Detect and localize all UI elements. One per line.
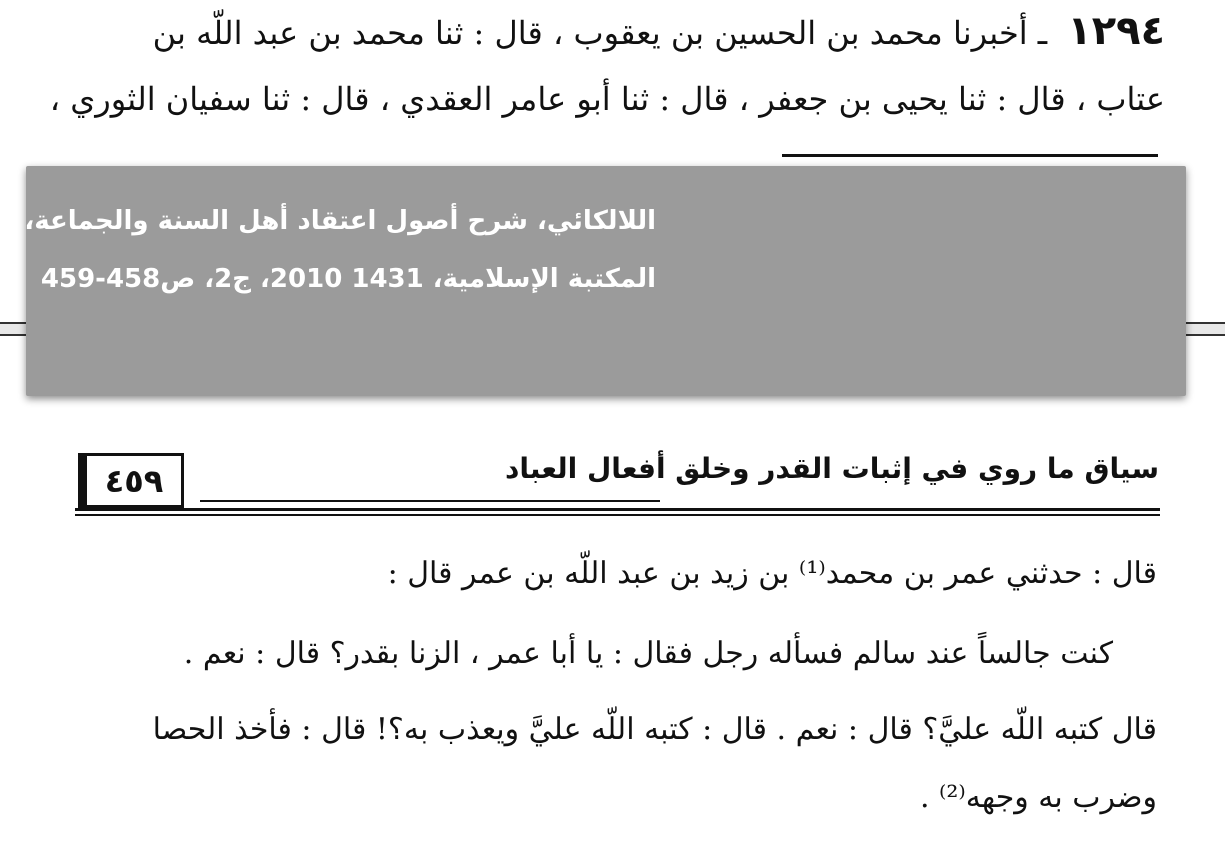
citation-line-2: المكتبة الإسلامية، 1431 2010، ج2، ص458-459 — [40, 264, 656, 294]
hadith-line-1-text: ـ أخبرنا محمد بن الحسين بن يعقوب ، قال : ثنا محمد بن عبد اللّه بن — [152, 14, 1048, 52]
hadith-line-2: عتاب ، قال : ثنا يحيى بن جعفر ، قال : ثنا أبو عامر العقدي ، قال : ثنا سفيان الثوري ، — [49, 80, 1165, 118]
citation-note-box — [26, 166, 1186, 396]
running-header-title: سياق ما روي في إثبات القدر وخلق أفعال العباد — [505, 452, 1159, 485]
footnote-separator — [782, 154, 1158, 157]
body-line-4: وضرب به وجهه⁽²⁾ . — [919, 780, 1157, 815]
page-number: ٤٥٩ — [104, 461, 164, 500]
header-rule-bottom — [75, 514, 1160, 516]
citation-line-1: اللالكائي، شرح أصول اعتقاد أهل السنة والجماعة، — [24, 206, 656, 236]
body-line-3: قال كتبه اللّه عليَّ؟ قال : نعم . قال : كتبه اللّه عليَّ ويعذب به؟! قال : فأخذ الحصا — [152, 712, 1157, 747]
hadith-first-line — [65, 8, 1165, 54]
header-underline — [200, 500, 660, 502]
hadith-number: ١٢٩٤ — [1067, 8, 1165, 54]
page-number-box — [78, 453, 184, 508]
body-line-2: كنت جالساً عند سالم فسأله رجل فقال : يا أبا عمر ، الزنا بقدر؟ قال : نعم . — [183, 636, 1113, 671]
header-rule-top — [75, 508, 1160, 511]
body-line-1: قال : حدثني عمر بن محمد⁽¹⁾ بن زيد بن عبد اللّه بن عمر قال : — [387, 556, 1157, 591]
